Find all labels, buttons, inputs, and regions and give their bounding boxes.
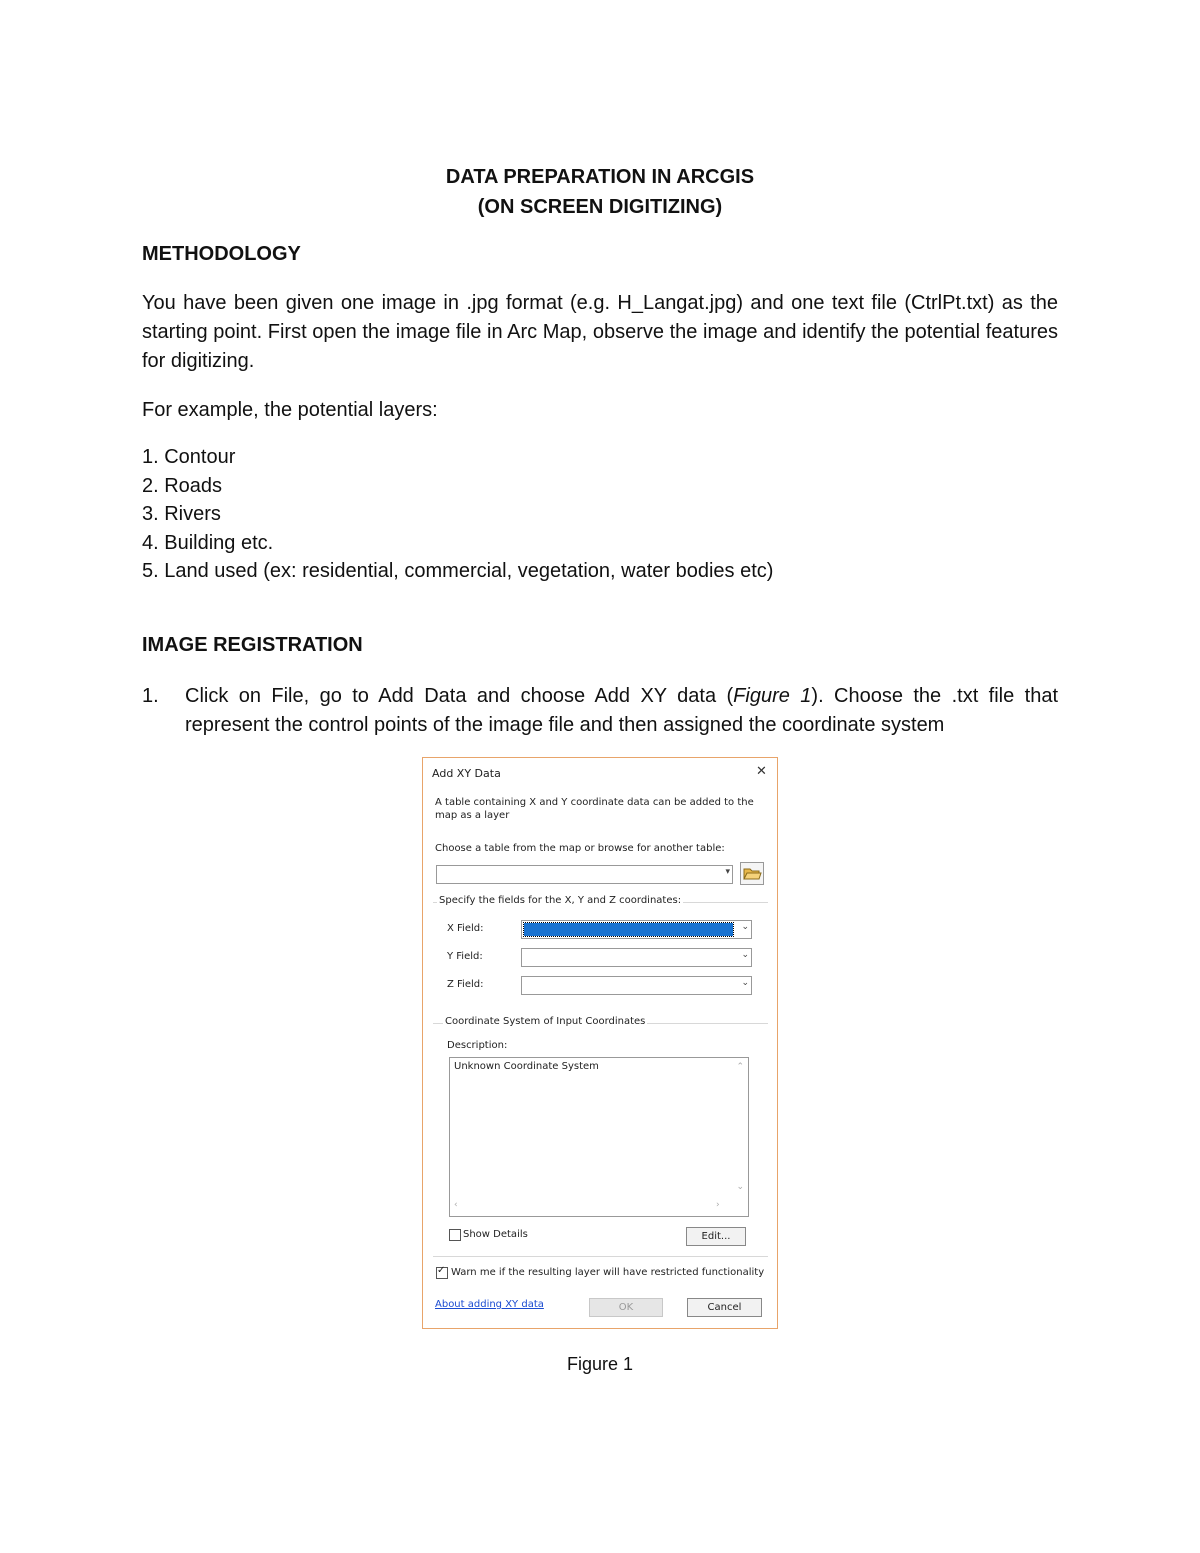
x-field-label: X Field: <box>447 923 484 934</box>
warn-checkbox[interactable] <box>436 1267 448 1279</box>
scroll-down-icon[interactable]: ⌄ <box>736 1182 744 1192</box>
step-number: 1. <box>142 685 159 707</box>
layers-list <box>142 443 773 586</box>
description-box[interactable] <box>449 1057 749 1217</box>
specify-fields-label: Specify the fields for the X, Y and Z coordinates: <box>439 895 682 906</box>
methodology-paragraph: You have been given one image in .jpg format (e.g. H_Langat.jpg) and one text file (CtrlPt.txt) as the starting point. First open the image file in Arc Map, observe the image and identify the potential features for digitizing. <box>142 292 1058 372</box>
y-field-select[interactable] <box>521 948 752 967</box>
list-item: 4. Building etc. <box>142 531 274 554</box>
z-field-label: Z Field: <box>447 979 484 990</box>
about-xy-data-link[interactable]: About adding XY data <box>435 1299 544 1310</box>
chevron-down-icon: ⌄ <box>741 978 749 988</box>
intro-text-line2: map as a layer <box>435 810 510 821</box>
open-folder-icon <box>741 863 763 884</box>
list-item: 1. Contour <box>142 446 236 468</box>
chevron-down-icon: ⌄ <box>741 950 749 960</box>
step-text: Click on File, go to Add Data and choose Add XY data (Figure 1). Choose the .txt file that represent the control points of the image file and then assigned the coordinate system <box>185 685 1058 736</box>
scroll-left-icon[interactable]: ‹ <box>454 1200 458 1210</box>
list-item: 5. Land used (ex: residential, commercial, vegetation, water bodies etc) <box>142 560 774 582</box>
browse-folder-button[interactable] <box>740 862 764 885</box>
edit-button[interactable]: Edit... <box>686 1227 746 1246</box>
y-field-label: Y Field: <box>447 951 483 962</box>
coord-system-group-label: Coordinate System of Input Coordinates <box>445 1016 646 1027</box>
document-subtitle: (ON SCREEN DIGITIZING) <box>477 196 723 218</box>
chevron-down-icon: ▾ <box>725 867 730 877</box>
choose-table-label: Choose a table from the map or browse for another table: <box>435 843 725 854</box>
x-field-select[interactable] <box>521 920 752 939</box>
scroll-up-icon[interactable]: ⌃ <box>736 1062 744 1072</box>
chevron-down-icon: ⌄ <box>741 922 749 932</box>
dialog-title: Add XY Data <box>432 767 501 780</box>
scroll-right-icon[interactable]: › <box>716 1200 720 1210</box>
description-label: Description: <box>447 1040 508 1051</box>
example-intro: For example, the potential layers: <box>142 399 438 421</box>
separator <box>433 1256 768 1257</box>
table-select[interactable] <box>436 865 733 884</box>
registration-heading: IMAGE REGISTRATION <box>142 634 363 656</box>
document-title: DATA PREPARATION IN ARCGIS <box>445 166 755 188</box>
checkmark-icon: ✓ <box>437 1265 446 1276</box>
list-item: 2. Roads <box>142 474 223 497</box>
warn-label: Warn me if the resulting layer will have restricted functionality <box>451 1267 765 1278</box>
list-item: 3. Rivers <box>142 503 221 525</box>
description-text: Unknown Coordinate System <box>454 1061 599 1072</box>
cancel-button[interactable]: Cancel <box>687 1298 762 1317</box>
intro-text-line1: A table containing X and Y coordinate data can be added to the <box>435 797 754 808</box>
figure-reference: Figure 1 <box>733 685 812 707</box>
ok-button[interactable]: OK <box>589 1298 663 1317</box>
figure-caption: Figure 1 <box>566 1354 634 1374</box>
show-details-checkbox[interactable] <box>449 1229 461 1241</box>
add-xy-data-dialog <box>422 757 778 1329</box>
methodology-heading: METHODOLOGY <box>142 243 301 265</box>
close-icon[interactable]: ✕ <box>756 764 767 779</box>
step-1 <box>142 682 1058 742</box>
z-field-select[interactable] <box>521 976 752 995</box>
show-details-label: Show Details <box>463 1229 528 1240</box>
